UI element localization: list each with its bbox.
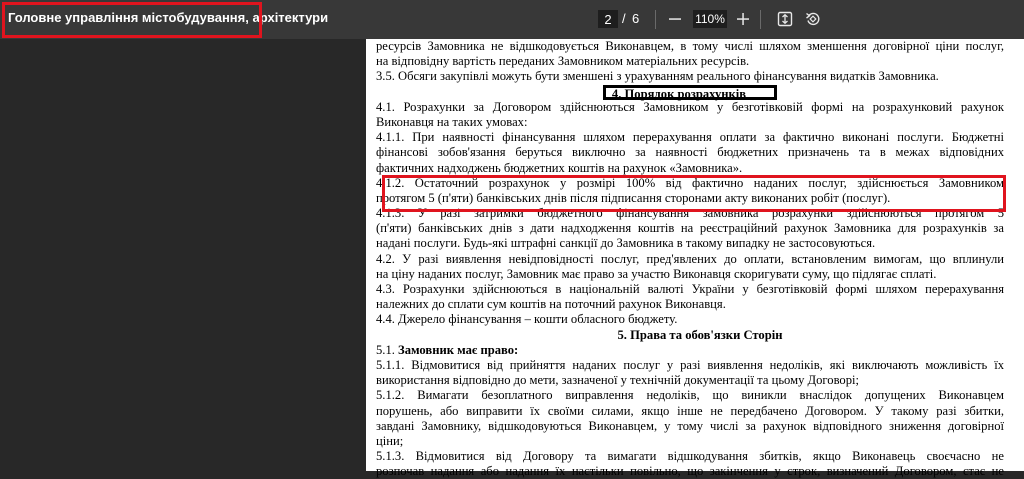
text-line: 5.1.1. Відмовитися від прийняття наданих послуг у разі виявлення недоліків, які виключають можливість їх	[376, 357, 1004, 372]
rotate-button[interactable]	[802, 8, 824, 30]
text-line: на відповідну вартість переданих Замовником матеріальних ресурсів.	[376, 54, 750, 69]
red-highlight-box-clause	[382, 175, 1006, 212]
text-line: завдані Замовнику, відшкодовуються Виконавцем, у тому числі за рахунок відповідного зниження договірної	[376, 418, 1004, 433]
text-line: (п'яти) банківських днів з дати надходження коштів на реєстраційний рахунок Замовника для розрахунків за	[376, 221, 1004, 236]
text-line-highlighted: протягом 5 (п'яти) банківських днів після підписання сторонами акту виконаних робіт (послуг).	[376, 190, 891, 205]
fit-page-button[interactable]	[774, 8, 796, 30]
subsection-5-1-heading: 5.1. Замовник має право:	[376, 342, 519, 357]
fit-page-icon	[777, 11, 793, 27]
text-line: розпочав надання або надання їх настільки повільно, що закінчення у строк, визначений Договором, стає не	[376, 464, 1004, 479]
pdf-toolbar	[0, 0, 1024, 39]
text-line: 4.4. Джерело фінансування – кошти обласного бюджету.	[376, 312, 678, 327]
toolbar-divider	[655, 10, 656, 29]
text-line-highlighted: 4.1.2. Остаточний розрахунок у розмірі 100% від фактично наданих послуг, здійснюється Замовником	[376, 175, 1004, 190]
text-line: 4.1.3. У разі затримки бюджетного фінансування замовника розрахунки здійснюються протягом 5	[376, 206, 1004, 221]
document-text	[376, 39, 1004, 479]
text-line: 5.1.3. Відмовитися від Договору та вимагати відшкодування збитків, якщо Виконавець своєчасно не	[376, 449, 1004, 464]
document-title: Головне управління містобудування, архітектури	[8, 10, 329, 25]
text-line: фінансові зобов'язання беруться виключно за наявності бюджетних призначень та в межах відповідних	[376, 145, 1004, 160]
page-number-input[interactable]	[598, 10, 618, 28]
section-5-heading: 5. Права та обов'язки Сторін	[617, 327, 783, 342]
text-line: Виконавця на таких умовах:	[376, 114, 528, 129]
pdf-page	[366, 39, 1024, 479]
text-line: порушень, або виправити їх своїми силами, якщо інше не передбачено Договором. У такому разі збитки,	[376, 403, 1004, 418]
text-line: належних до сплати сум коштів на поточний рахунок Виконавця.	[376, 297, 726, 312]
text-line: використання відповідно до мети, зазначеної у технічній документації та цьому Договорі;	[376, 373, 860, 388]
text-line: 4.2. У разі виявлення невідповідності послуг, пред'явлених до оплати, встановленим вимогам, що вплинули	[376, 251, 1004, 266]
text-line: 4.1.1. При наявності фінансування шляхом перерахування оплати за фактично виконані послуги. Бюджетні	[376, 130, 1004, 145]
text-line: фактичних надходжень бюджетних коштів на рахунок «Замовника».	[376, 160, 743, 175]
text-line: ресурсів Замовника не відшкодовується Виконавцем, в тому числі шляхом зменшення договірної ціни послуг,	[376, 39, 1004, 53]
text-line: 4.1. Розрахунки за Договором здійснюються Замовником у безготівковій формі на розрахунковий рахунок	[376, 99, 1004, 114]
rotate-icon	[805, 11, 821, 27]
plus-icon	[737, 13, 749, 25]
toolbar-divider	[760, 10, 761, 29]
text-line: 4.3. Розрахунки здійснюються в національній валюті України у безготівковій формі шляхом перерахування	[376, 282, 1004, 296]
text-line: на ціну наданих послуг, Замовник має право за участю Виконавця скоригувати суму, що підлягає сплаті.	[376, 266, 937, 281]
text-line: ціни;	[376, 433, 404, 448]
text-line: надані послуги. Будь-які штрафні санкції до Замовника в такому випадку не застосовуються.	[376, 236, 876, 251]
text-line: 5.1.2. Вимагати безоплатного виправлення недоліків, що виникли внаслідок допущених Виконавцем	[376, 388, 1004, 403]
section-4-heading	[376, 85, 1004, 100]
section-4-heading-box: 4. Порядок розрахунків	[603, 85, 777, 100]
zoom-out-button[interactable]	[664, 8, 686, 30]
zoom-in-button[interactable]	[732, 8, 754, 30]
text-line: 3.5. Обсяги закупівлі можуть бути зменшені з урахуванням реального фінансування видатків Замовника.	[376, 69, 939, 84]
page-total: 6	[632, 11, 640, 26]
page-separator: /	[622, 11, 626, 26]
minus-icon	[669, 13, 681, 25]
zoom-level[interactable]: 110%	[693, 10, 727, 28]
red-highlight-box-title	[2, 2, 262, 38]
